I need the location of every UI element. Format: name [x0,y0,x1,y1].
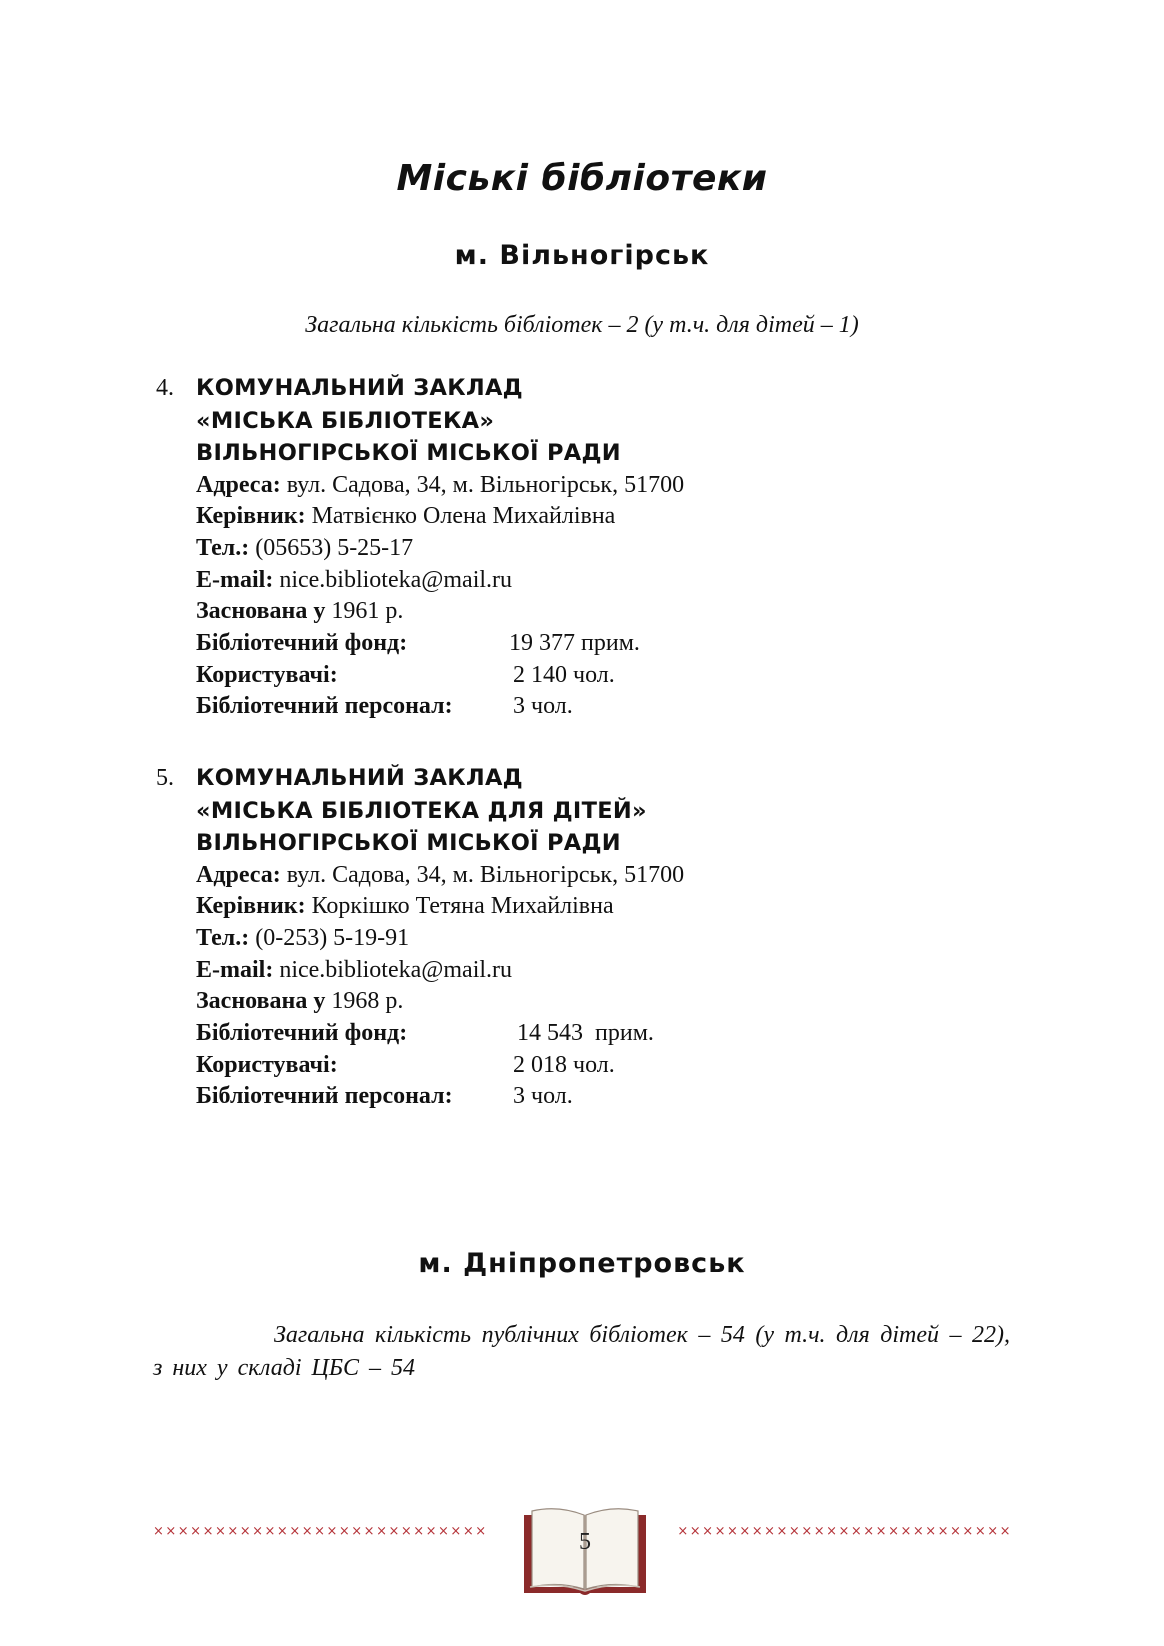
phone-label: Тел.: [196,924,250,951]
fund-label: Бібліотечний фонд: [196,1020,408,1047]
founded-label: Заснована у [196,598,326,625]
staff-label: Бібліотечний персонал: [196,1083,453,1110]
page-footer [0,1505,1164,1605]
email-row [196,565,1016,597]
section-summary-vilnohirsk: Загальна кількість бібліотек – 2 (у т.ч. для дітей – 1) [305,312,859,338]
address-label: Адреса: [196,861,281,888]
head-label: Керівник: [196,503,306,530]
users-label: Користувачі: [196,1051,338,1078]
head-label: Керівник: [196,893,306,920]
address-label: Адреса: [196,471,281,498]
email-value[interactable]: nice.biblioteka@mail.ru [279,566,513,593]
founded-row [196,596,1016,628]
email-label: E-mail: [196,956,274,983]
email-label: E-mail: [196,566,274,593]
head-row [196,891,1016,923]
address-value: вул. Садова, 34, м. Вільногірськ, 51700 [286,861,685,888]
staff-value: 3 чол. [513,1083,573,1110]
page-title: Міські бібліотеки [396,158,768,199]
email-value[interactable]: nice.biblioteka@mail.ru [279,956,513,983]
fund-value: 14 543 прим. [517,1020,654,1047]
entry-name-line: ВІЛЬНОГІРСЬКОЇ МІСЬКОЇ РАДИ [196,830,621,856]
city-heading-vilnohirsk: м. Вільногірськ [454,240,710,271]
staff-value: 3 чол. [513,693,573,720]
phone-row [196,533,1016,565]
entry-name-line: ВІЛЬНОГІРСЬКОЇ МІСЬКОЇ РАДИ [196,440,621,466]
staff-row [196,691,1016,723]
founded-row [196,986,1016,1018]
entry-number: 5. [156,765,174,791]
phone-label: Тел.: [196,534,250,561]
fund-row [196,628,1016,660]
city-heading-dnipropetrovsk: м. Дніпропетровськ [418,1248,746,1279]
email-row [196,955,1016,987]
entry-name-line: КОМУНАЛЬНИЙ ЗАКЛАД [196,375,523,401]
users-value: 2 018 чол. [513,1051,615,1078]
phone-value: (0-253) 5-19-91 [255,924,410,951]
address-row [196,860,1016,892]
section-summary-dnipropetrovsk: Загальна кількість публічних бібліотек – 54 (у т.ч. для дітей – 22), з них у складі ЦБС – 54 [153,1322,1010,1381]
head-value: Матвієнко Олена Михайлівна [311,503,616,530]
entry-name-line: «МІСЬКА БІБЛІОТЕКА ДЛЯ ДІТЕЙ» [196,797,647,824]
fund-label: Бібліотечний фонд: [196,630,408,657]
ornament-left: ××××××××××××××××××××××××××× [153,1527,488,1537]
users-label: Користувачі: [196,661,338,688]
entry-name-line: КОМУНАЛЬНИЙ ЗАКЛАД [196,765,523,791]
head-value: Коркішко Тетяна Михайлівна [311,893,614,920]
founded-value: 1968 р. [331,988,404,1015]
founded-label: Заснована у [196,988,326,1015]
users-row [196,1050,1016,1082]
address-value: вул. Садова, 34, м. Вільногірськ, 51700 [286,471,685,498]
users-row [196,660,1016,692]
page-number: 5 [579,1529,591,1555]
staff-label: Бібліотечний персонал: [196,693,453,720]
entry-name-line: «МІСЬКА БІБЛІОТЕКА» [196,407,495,434]
fund-value: 19 377 прим. [509,630,640,657]
founded-value: 1961 р. [331,598,404,625]
head-row [196,501,1016,533]
address-row [196,470,1016,502]
phone-value: (05653) 5-25-17 [255,534,414,561]
entry-number: 4. [156,375,174,401]
users-value: 2 140 чол. [513,661,615,688]
staff-row [196,1081,1016,1113]
ornament-right: ××××××××××××××××××××××××××× [677,1527,1012,1537]
fund-row [196,1018,1016,1050]
phone-row [196,923,1016,955]
